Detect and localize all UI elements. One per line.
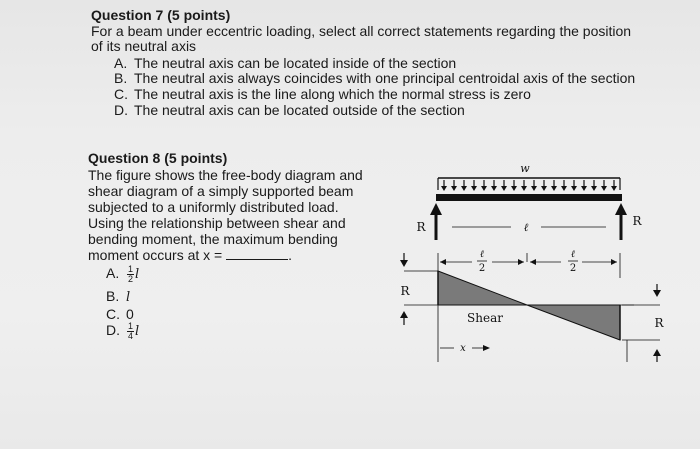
- q8-option-b-var: l: [126, 290, 131, 305]
- shear-label: Shear: [467, 311, 503, 325]
- shear-negative-region: [527, 305, 620, 340]
- q8-option-d-num: 1: [128, 321, 134, 331]
- span-label: ℓ: [523, 221, 529, 234]
- q8-option-a-var: l: [135, 267, 140, 283]
- load-label: w: [520, 162, 530, 175]
- right-reaction-arrow: [615, 203, 627, 240]
- load-arrows: [441, 180, 617, 191]
- right-reaction-label: R: [632, 214, 642, 228]
- half-label-right-den: 2: [569, 263, 577, 274]
- q7-option-b-text: The neutral axis always coincides with one principal centroidal axis of the section: [134, 70, 636, 86]
- half-label-right-num: ℓ: [570, 249, 576, 260]
- q7-title: Question 7 (5 points): [91, 7, 231, 23]
- q8-prompt-last: moment occurs at x =: [88, 247, 223, 263]
- q8-option-a-letter: A.: [106, 265, 120, 282]
- q8-option-b-letter: B.: [106, 288, 120, 304]
- left-reaction-label: R: [416, 220, 426, 234]
- x-label: x: [460, 343, 466, 354]
- shear-left-label: R: [400, 284, 410, 298]
- half-label-left: [477, 249, 487, 274]
- q8-prompt-line4: Using the relationship between shear and: [88, 215, 346, 231]
- half-label-right: [568, 249, 578, 274]
- q8-option-a-num: 1: [128, 264, 134, 274]
- q7-prompt-line2: of its neutral axis: [91, 38, 197, 54]
- half-dimensions: [438, 253, 620, 280]
- q8-option-c-letter: C.: [106, 306, 120, 322]
- q7-prompt-line1: For a beam under eccentric loading, select all correct statements regarding the position: [91, 23, 632, 39]
- q8-option-c-text: 0: [126, 306, 134, 322]
- q8-prompt-line3: subjected to a uniformly distributed load.: [88, 199, 339, 215]
- beam: [436, 194, 622, 201]
- half-label-left-den: 2: [478, 263, 486, 274]
- q8-option-d-letter: D.: [106, 322, 120, 339]
- q7-option-d-letter: D.: [114, 102, 128, 118]
- shear-right-label: R: [654, 316, 664, 330]
- q7-option-b-letter: B.: [114, 70, 128, 86]
- q8-option-d-den: 4: [128, 331, 134, 341]
- left-reaction-arrow: [430, 203, 442, 240]
- shear-positive-region: [438, 271, 527, 305]
- half-label-left-num: ℓ: [479, 249, 485, 260]
- q8-prompt-line1: The figure shows the free-body diagram and: [88, 167, 363, 183]
- q8-option-a-den: 2: [128, 274, 134, 284]
- q8-option-d-var: l: [135, 324, 140, 340]
- q7-option-c-letter: C.: [114, 86, 128, 102]
- q7-option-a-letter: A.: [114, 55, 128, 71]
- q7-option-c-text: The neutral axis is the line along which the normal stress is zero: [134, 86, 531, 102]
- q8-prompt-end: .: [288, 247, 292, 263]
- q8-prompt-line2: shear diagram of a simply supported beam: [88, 183, 354, 199]
- distributed-load: [438, 178, 620, 191]
- q7-option-a-text: The neutral axis can be located inside of the section: [134, 55, 457, 71]
- q7-option-d-text: The neutral axis can be located outside of the section: [134, 102, 465, 118]
- q8-prompt-line5: bending moment, the maximum bending: [88, 231, 338, 247]
- q8-title: Question 8 (5 points): [88, 150, 228, 166]
